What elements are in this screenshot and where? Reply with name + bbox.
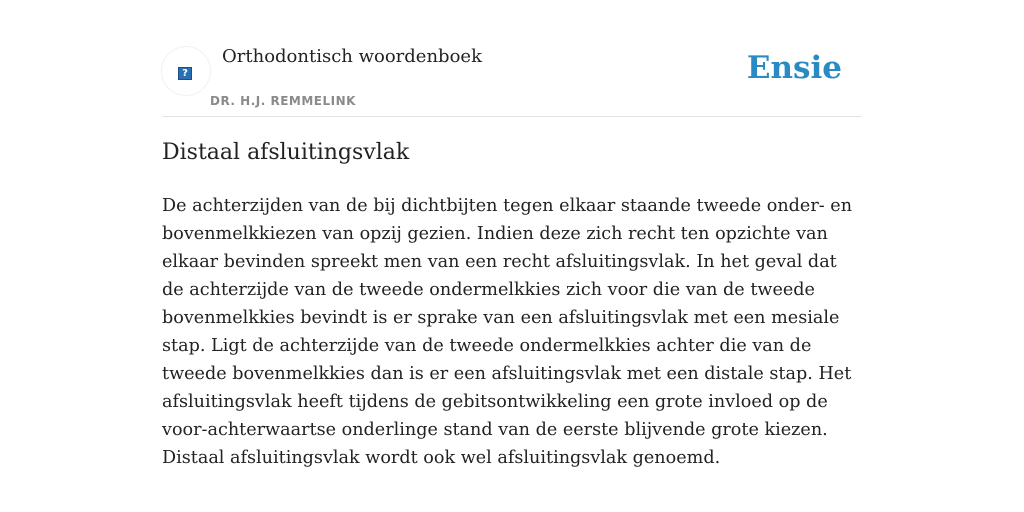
entry-definition: De achterzijden van de bij dichtbijten tegen elkaar staande tweede onder- en bovenmelkkiezen van opzij gezien. Indien deze zich recht ten opzichte van elkaar bevinden spreekt men van een recht afsluitingsvlak. In het geval dat de achterzijde van de tweede ondermelkkies zich voor die van de tweede bovenmelkkies bevindt is er sprake van een afsluitingsvlak met een mesiale stap. Ligt de achterzijde van de tweede ondermelkkies achter die van de tweede bovenmelkkies dan is er een afsluitingsvlak met een distale stap. Het afsluitingsvlak heeft tijdens de gebitsontwikkeling een grote invloed op de voor-achterwaartse onderlinge stand van de eerste blijvende grote kiezen. Distaal afsluitingsvlak wordt ook wel afsluitingsvlak genoemd. xyxy=(162,196,853,468)
entry-title: Distaal afsluitingsvlak xyxy=(162,140,410,165)
page xyxy=(162,0,862,512)
page-header xyxy=(162,44,862,117)
ensie-logo[interactable]: Ensie xyxy=(746,50,842,86)
question-book-icon: ? xyxy=(178,67,192,80)
book-title-link[interactable]: Orthodontisch woordenboek xyxy=(222,46,482,67)
book-icon[interactable] xyxy=(162,47,210,95)
author-name: DR. H.J. REMMELINK xyxy=(210,94,356,108)
